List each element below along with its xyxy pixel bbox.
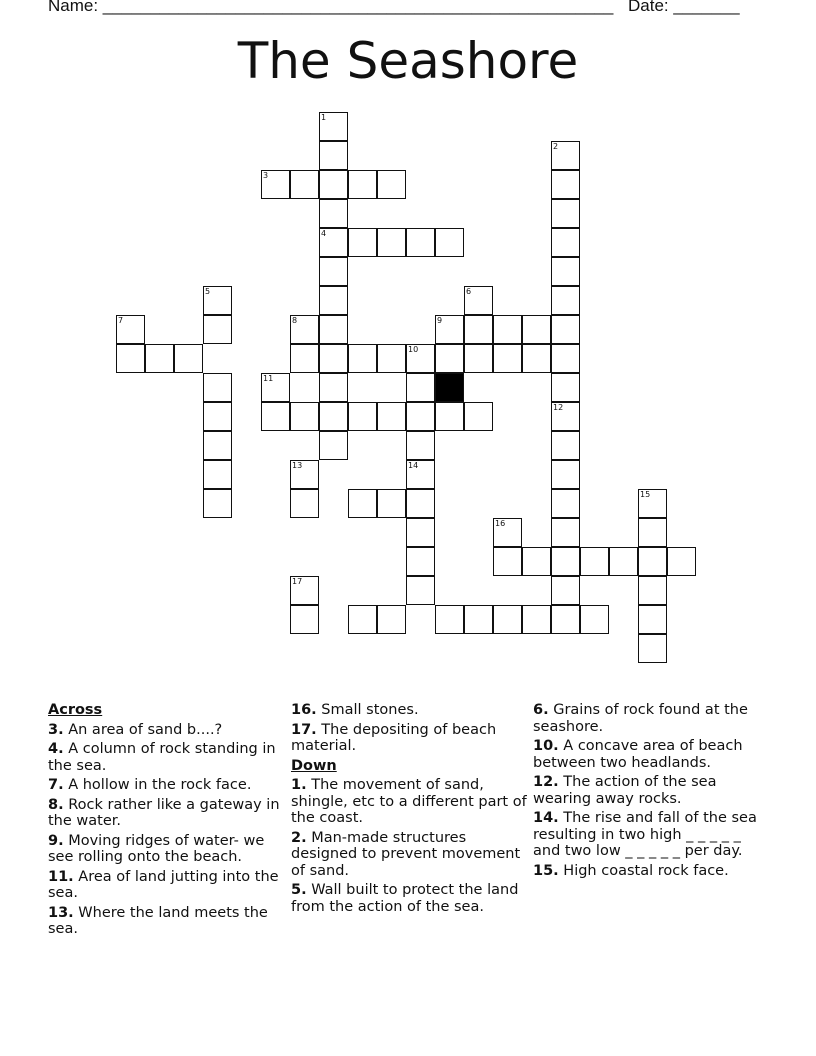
grid-cell[interactable] [261,170,290,199]
grid-cell[interactable] [319,431,348,460]
clue-number: 17. [291,721,317,738]
clue-text: A hollow in the rock face. [68,777,252,793]
clue-number: 13 [292,461,303,470]
clue-number: 14. [533,810,559,826]
clue-text: The rise and fall of the sea resulting in two high _ _ _ _ _ and two low _ _ _ _ _ per day. [533,810,757,859]
grid-cell[interactable] [116,315,145,344]
grid-cell[interactable] [174,344,203,373]
clue-number: 13. [48,904,74,921]
clue-item [291,777,527,827]
grid-cell[interactable] [638,518,667,547]
grid-cell[interactable] [261,373,290,402]
grid-cell[interactable] [348,344,377,373]
grid-cell[interactable] [319,344,348,373]
clue-number: 5 [205,287,211,296]
black-cell [435,373,464,402]
grid-cell[interactable] [551,460,580,489]
grid-cell[interactable] [551,228,580,257]
grid-cell[interactable] [406,402,435,431]
clue-item [48,777,280,794]
clue-text: High coastal rock face. [563,862,729,879]
clue-item [48,833,280,866]
grid-cell[interactable] [348,228,377,257]
grid-cell[interactable] [203,286,232,315]
clue-number: 1 [321,113,327,122]
grid-cell[interactable] [638,489,667,518]
grid-cell[interactable] [406,344,435,373]
grid-cell[interactable] [203,315,232,344]
clue-text: Small stones. [321,702,419,718]
clue-text: A column of rock standing in the sea. [48,741,276,774]
clue-text: Man-made structures designed to prevent movement of sand. [291,829,521,879]
grid-cell[interactable] [638,547,667,576]
clue-item [291,830,527,880]
grid-cell[interactable] [493,547,522,576]
clue-number: 2 [553,142,559,151]
grid-cell[interactable] [435,605,464,634]
grid-cell[interactable] [551,257,580,286]
clue-number: 11. [48,868,74,885]
grid-cell[interactable] [377,402,406,431]
clue-number: 10. [533,738,559,754]
clue-number: 16. [291,702,317,718]
grid-cell[interactable] [319,402,348,431]
grid-cell[interactable] [406,460,435,489]
clue-number: 7 [118,316,124,325]
down-heading: Down [291,757,337,774]
grid-cell[interactable] [551,170,580,199]
grid-cell[interactable] [406,431,435,460]
clue-text: Grains of rock found at the seashore. [533,702,748,735]
clue-number: 9. [48,832,64,849]
grid-cell[interactable] [290,402,319,431]
clue-number: 10 [408,345,419,354]
grid-cell[interactable] [435,344,464,373]
clues-column-3 [533,702,765,882]
clue-number: 9 [437,316,443,325]
grid-cell[interactable] [551,373,580,402]
clue-number: 4 [321,229,327,238]
grid-cell[interactable] [435,315,464,344]
date-field[interactable]: Date: _______ [628,0,740,15]
clue-item [291,882,527,915]
clue-text: Moving ridges of water- we see rolling onto the beach. [48,832,265,865]
clue-number: 17 [292,577,303,586]
clue-item [48,722,280,739]
grid-cell[interactable] [551,605,580,634]
grid-cell[interactable] [145,344,174,373]
grid-cell[interactable] [290,489,319,518]
grid-cell[interactable] [580,547,609,576]
grid-cell[interactable] [290,460,319,489]
clue-number: 3. [48,721,64,738]
clue-number: 6. [533,702,549,718]
grid-cell[interactable] [290,576,319,605]
grid-cell[interactable] [406,228,435,257]
clue-text: Where the land meets the sea. [48,904,268,937]
clue-text: The depositing of beach material. [291,721,497,754]
grid-cell[interactable] [348,402,377,431]
clue-item [48,797,280,830]
clue-number: 16 [495,519,506,528]
page-title: The Seashore [237,32,579,90]
grid-cell[interactable] [261,402,290,431]
grid-cell[interactable] [319,228,348,257]
clue-item [48,869,280,902]
clue-item [291,702,527,719]
clue-number: 8. [48,796,64,813]
grid-cell[interactable] [580,605,609,634]
grid-cell[interactable] [435,402,464,431]
grid-cell[interactable] [203,431,232,460]
clue-item [533,863,765,880]
clue-number: 12. [533,774,559,790]
clue-number: 15. [533,862,559,879]
grid-cell[interactable] [493,344,522,373]
grid-cell[interactable] [348,489,377,518]
grid-cell[interactable] [116,344,145,373]
grid-cell[interactable] [464,286,493,315]
grid-cell[interactable] [377,605,406,634]
grid-cell[interactable] [377,489,406,518]
clue-item [48,905,280,938]
grid-cell[interactable] [551,344,580,373]
grid-cell[interactable] [319,141,348,170]
clue-number: 6 [466,287,472,296]
grid-cell[interactable] [203,460,232,489]
clue-text: Wall built to protect the land from the action of the sea. [291,882,519,915]
grid-cell[interactable] [377,344,406,373]
grid-cell[interactable] [551,315,580,344]
grid-cell[interactable] [319,112,348,141]
grid-cell[interactable] [464,315,493,344]
clue-text: The movement of sand, shingle, etc to a different part of the coast. [291,777,527,826]
grid-cell[interactable] [290,315,319,344]
grid-cell[interactable] [348,605,377,634]
grid-cell[interactable] [493,315,522,344]
across-heading: Across [48,702,103,718]
clue-number: 2. [291,829,307,846]
grid-cell[interactable] [319,315,348,344]
grid-cell[interactable] [464,344,493,373]
clue-number: 12 [553,403,564,412]
clue-item [48,741,280,774]
grid-cell[interactable] [522,315,551,344]
clue-number: 5. [291,882,307,898]
grid-cell[interactable] [290,605,319,634]
grid-cell[interactable] [290,170,319,199]
clue-item [533,702,765,735]
clues-column-1 [48,702,280,941]
clue-number: 14 [408,461,419,470]
clue-number: 15 [640,490,651,499]
clue-text: The action of the sea wearing away rocks. [533,774,717,807]
grid-cell[interactable] [493,605,522,634]
clue-number: 4. [48,741,64,757]
clue-item [291,722,527,755]
grid-cell[interactable] [406,547,435,576]
grid-cell[interactable] [638,605,667,634]
clue-text: An area of sand b....? [68,721,223,738]
grid-cell[interactable] [551,489,580,518]
clue-item [533,810,765,860]
grid-cell[interactable] [406,518,435,547]
grid-cell[interactable] [406,373,435,402]
clue-item [533,774,765,807]
clue-text: Area of land jutting into the sea. [48,868,279,901]
clue-text: A concave area of beach between two headlands. [533,738,743,771]
grid-cell[interactable] [377,170,406,199]
grid-cell[interactable] [319,199,348,228]
grid-cell[interactable] [319,286,348,315]
grid-cell[interactable] [551,518,580,547]
grid-cell[interactable] [638,576,667,605]
grid-cell[interactable] [609,547,638,576]
clue-number: 11 [263,374,274,383]
grid-cell[interactable] [638,634,667,663]
clue-number: 7. [48,777,64,793]
grid-cell[interactable] [406,576,435,605]
clue-text: Rock rather like a gateway in the water. [48,796,280,829]
grid-cell[interactable] [551,199,580,228]
grid-cell[interactable] [464,605,493,634]
grid-cell[interactable] [667,547,696,576]
grid-cell[interactable] [290,344,319,373]
grid-cell[interactable] [522,547,551,576]
grid-cell[interactable] [551,402,580,431]
grid-cell[interactable] [551,547,580,576]
grid-cell[interactable] [319,170,348,199]
grid-cell[interactable] [377,228,406,257]
grid-cell[interactable] [493,518,522,547]
grid-cell[interactable] [406,489,435,518]
grid-cell[interactable] [203,373,232,402]
grid-cell[interactable] [551,141,580,170]
grid-cell[interactable] [435,228,464,257]
grid-cell[interactable] [319,373,348,402]
grid-cell[interactable] [464,402,493,431]
clue-item [533,738,765,771]
grid-cell[interactable] [203,402,232,431]
clue-number: 3 [263,171,269,180]
grid-cell[interactable] [551,576,580,605]
grid-cell[interactable] [551,431,580,460]
grid-cell[interactable] [551,286,580,315]
grid-cell[interactable] [203,489,232,518]
grid-cell[interactable] [319,257,348,286]
grid-cell[interactable] [348,170,377,199]
clues-column-2 [291,702,527,918]
grid-cell[interactable] [522,605,551,634]
grid-cell[interactable] [522,344,551,373]
clue-number: 1. [291,777,307,793]
name-field[interactable]: Name: ______________________________________________________ [48,0,614,15]
clue-number: 8 [292,316,298,325]
